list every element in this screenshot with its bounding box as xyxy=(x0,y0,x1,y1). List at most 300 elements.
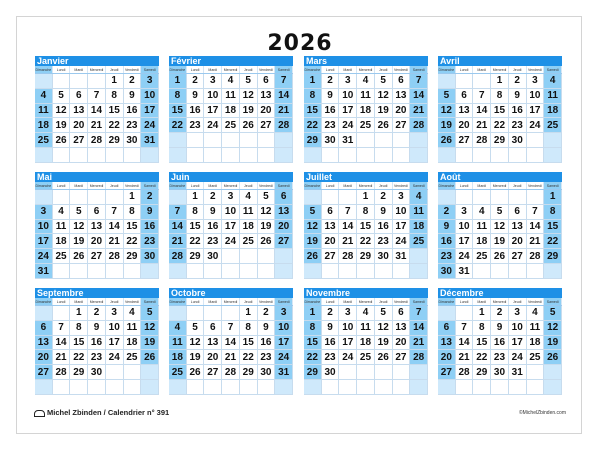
day-cell: 11 xyxy=(240,205,258,220)
day-cell: 20 xyxy=(322,234,340,249)
weekday-label: Mardi xyxy=(339,66,357,73)
empty-cell xyxy=(187,306,205,321)
day-cell: 8 xyxy=(70,321,88,336)
footer-website: ©MichelZbinden.com xyxy=(518,410,566,416)
weekday-label: Lundi xyxy=(187,298,205,305)
empty-cell xyxy=(240,133,258,148)
day-cell: 26 xyxy=(491,249,509,264)
weekday-label: Vendredi xyxy=(124,66,142,73)
weekday-label: Jeudi xyxy=(240,182,258,189)
day-cell: 14 xyxy=(169,220,187,235)
weekday-label: Lundi xyxy=(187,66,205,73)
day-cell: 12 xyxy=(141,321,159,336)
day-cell: 12 xyxy=(258,205,276,220)
empty-cell xyxy=(275,264,293,279)
day-cell: 16 xyxy=(141,220,159,235)
day-cell: 23 xyxy=(375,234,393,249)
day-cell: 15 xyxy=(473,336,491,351)
empty-cell xyxy=(124,148,142,163)
day-cell: 9 xyxy=(88,321,106,336)
weekday-label: Vendredi xyxy=(124,298,142,305)
weekday-label: Samedi xyxy=(410,66,428,73)
day-cell: 31 xyxy=(456,264,474,279)
day-cell: 28 xyxy=(456,365,474,380)
empty-cell xyxy=(222,148,240,163)
day-cell: 5 xyxy=(438,89,456,104)
empty-cell xyxy=(410,249,428,264)
weekday-label: Dimanche xyxy=(169,300,186,304)
day-cell: 2 xyxy=(141,190,159,205)
empty-cell xyxy=(70,74,88,89)
month-name: Juillet xyxy=(304,172,428,182)
day-cell: 7 xyxy=(53,321,71,336)
day-cell: 21 xyxy=(527,234,545,249)
day-grid xyxy=(35,74,159,163)
empty-cell xyxy=(456,148,474,163)
day-cell: 23 xyxy=(204,234,222,249)
empty-cell xyxy=(357,365,375,380)
empty-cell xyxy=(240,148,258,163)
month-2 xyxy=(169,56,293,163)
day-cell: 26 xyxy=(375,118,393,133)
empty-cell xyxy=(53,148,71,163)
empty-cell xyxy=(35,148,53,163)
empty-cell xyxy=(204,380,222,395)
empty-cell xyxy=(204,264,222,279)
day-cell: 5 xyxy=(258,190,276,205)
day-cell: 25 xyxy=(35,133,53,148)
weekday-label: Vendredi xyxy=(124,182,142,189)
month-name: Juin xyxy=(169,172,293,182)
day-cell: 29 xyxy=(304,365,322,380)
day-cell: 28 xyxy=(275,118,293,133)
weekday-label: Samedi xyxy=(544,182,562,189)
weekday-label: Mercredi xyxy=(222,298,240,305)
day-cell: 29 xyxy=(240,365,258,380)
day-cell: 21 xyxy=(106,234,124,249)
empty-cell xyxy=(53,190,71,205)
day-cell: 13 xyxy=(393,321,411,336)
day-cell: 19 xyxy=(304,234,322,249)
day-cell: 2 xyxy=(124,74,142,89)
empty-cell xyxy=(509,148,527,163)
empty-cell xyxy=(322,190,340,205)
day-cell: 31 xyxy=(393,249,411,264)
day-cell: 1 xyxy=(187,190,205,205)
empty-cell xyxy=(456,74,474,89)
weekday-label: Jeudi xyxy=(509,182,527,189)
day-grid xyxy=(438,74,562,163)
day-cell: 6 xyxy=(70,89,88,104)
day-cell: 27 xyxy=(258,118,276,133)
day-cell: 2 xyxy=(204,190,222,205)
weekday-label: Lundi xyxy=(53,182,71,189)
day-cell: 4 xyxy=(410,190,428,205)
empty-cell xyxy=(275,249,293,264)
day-cell: 7 xyxy=(527,205,545,220)
empty-cell xyxy=(187,264,205,279)
day-cell: 5 xyxy=(491,205,509,220)
day-cell: 12 xyxy=(375,89,393,104)
empty-cell xyxy=(544,148,562,163)
day-cell: 5 xyxy=(141,306,159,321)
day-cell: 8 xyxy=(357,205,375,220)
weekday-label: Samedi xyxy=(141,66,159,73)
day-cell: 3 xyxy=(456,205,474,220)
empty-cell xyxy=(240,249,258,264)
weekday-label: Lundi xyxy=(322,298,340,305)
weekday-label: Dimanche xyxy=(169,184,186,188)
month-8 xyxy=(438,172,562,279)
day-cell: 14 xyxy=(106,220,124,235)
day-cell: 18 xyxy=(35,118,53,133)
day-cell: 19 xyxy=(53,118,71,133)
day-cell: 9 xyxy=(204,205,222,220)
weekday-label: Vendredi xyxy=(258,298,276,305)
empty-cell xyxy=(124,365,142,380)
day-cell: 14 xyxy=(275,89,293,104)
day-cell: 28 xyxy=(106,249,124,264)
day-cell: 5 xyxy=(544,306,562,321)
weekday-label: Samedi xyxy=(275,66,293,73)
empty-cell xyxy=(393,380,411,395)
day-cell: 26 xyxy=(53,133,71,148)
empty-cell xyxy=(393,133,411,148)
weekday-label: Mercredi xyxy=(88,66,106,73)
day-cell: 6 xyxy=(393,306,411,321)
weekday-label: Mardi xyxy=(70,66,88,73)
day-cell: 19 xyxy=(240,104,258,119)
day-cell: 24 xyxy=(275,350,293,365)
day-cell: 24 xyxy=(527,118,545,133)
empty-cell xyxy=(204,306,222,321)
day-cell: 6 xyxy=(322,205,340,220)
weekday-label: Dimanche xyxy=(304,300,321,304)
day-grid xyxy=(169,74,293,163)
weekday-label: Mardi xyxy=(473,182,491,189)
weekday-header xyxy=(438,66,562,74)
empty-cell xyxy=(204,148,222,163)
day-cell: 2 xyxy=(258,306,276,321)
day-cell: 12 xyxy=(544,321,562,336)
day-cell: 20 xyxy=(275,220,293,235)
empty-cell xyxy=(35,380,53,395)
day-cell: 21 xyxy=(88,118,106,133)
day-cell: 4 xyxy=(357,74,375,89)
day-cell: 22 xyxy=(304,350,322,365)
day-cell: 13 xyxy=(88,220,106,235)
day-cell: 6 xyxy=(275,190,293,205)
empty-cell xyxy=(53,306,71,321)
empty-cell xyxy=(357,133,375,148)
month-6 xyxy=(169,172,293,279)
day-cell: 23 xyxy=(491,350,509,365)
weekday-label: Mardi xyxy=(204,298,222,305)
day-cell: 7 xyxy=(275,74,293,89)
empty-cell xyxy=(375,148,393,163)
day-cell: 23 xyxy=(187,118,205,133)
day-cell: 6 xyxy=(456,89,474,104)
day-cell: 15 xyxy=(187,220,205,235)
empty-cell xyxy=(491,190,509,205)
day-cell: 30 xyxy=(322,365,340,380)
empty-cell xyxy=(88,148,106,163)
day-cell: 22 xyxy=(169,118,187,133)
day-cell: 16 xyxy=(322,104,340,119)
day-cell: 15 xyxy=(357,220,375,235)
empty-cell xyxy=(240,264,258,279)
day-cell: 29 xyxy=(357,249,375,264)
weekday-label: Jeudi xyxy=(375,66,393,73)
day-cell: 30 xyxy=(141,249,159,264)
day-cell: 5 xyxy=(240,74,258,89)
day-cell: 17 xyxy=(527,104,545,119)
day-cell: 7 xyxy=(473,89,491,104)
day-cell: 21 xyxy=(339,234,357,249)
day-cell: 30 xyxy=(204,249,222,264)
day-cell: 3 xyxy=(106,306,124,321)
weekday-label: Dimanche xyxy=(438,68,455,72)
day-cell: 25 xyxy=(544,118,562,133)
day-cell: 10 xyxy=(393,205,411,220)
weekday-label: Vendredi xyxy=(393,182,411,189)
empty-cell xyxy=(544,380,562,395)
day-cell: 9 xyxy=(438,220,456,235)
empty-cell xyxy=(544,365,562,380)
empty-cell xyxy=(410,365,428,380)
day-cell: 11 xyxy=(357,89,375,104)
empty-cell xyxy=(339,190,357,205)
day-cell: 9 xyxy=(141,205,159,220)
day-cell: 14 xyxy=(222,336,240,351)
day-cell: 26 xyxy=(544,350,562,365)
day-cell: 24 xyxy=(141,118,159,133)
day-cell: 9 xyxy=(124,89,142,104)
empty-cell xyxy=(527,148,545,163)
empty-cell xyxy=(258,148,276,163)
day-grid xyxy=(304,74,428,163)
day-cell: 29 xyxy=(304,133,322,148)
weekday-header xyxy=(438,298,562,306)
day-cell: 2 xyxy=(375,190,393,205)
empty-cell xyxy=(169,306,187,321)
weekday-label: Lundi xyxy=(53,66,71,73)
day-cell: 31 xyxy=(509,365,527,380)
day-cell: 8 xyxy=(304,89,322,104)
day-cell: 4 xyxy=(53,205,71,220)
empty-cell xyxy=(124,264,142,279)
day-cell: 9 xyxy=(491,321,509,336)
day-cell: 24 xyxy=(456,249,474,264)
weekday-label: Dimanche xyxy=(35,184,52,188)
empty-cell xyxy=(393,264,411,279)
month-name: Août xyxy=(438,172,562,182)
day-cell: 25 xyxy=(410,234,428,249)
day-cell: 13 xyxy=(322,220,340,235)
day-cell: 8 xyxy=(124,205,142,220)
day-cell: 5 xyxy=(53,89,71,104)
weekday-label: Dimanche xyxy=(169,68,186,72)
day-cell: 11 xyxy=(544,89,562,104)
day-cell: 29 xyxy=(106,133,124,148)
day-cell: 7 xyxy=(456,321,474,336)
weekday-label: Lundi xyxy=(187,182,205,189)
day-cell: 20 xyxy=(204,350,222,365)
day-cell: 24 xyxy=(509,350,527,365)
day-cell: 7 xyxy=(410,306,428,321)
day-cell: 15 xyxy=(304,104,322,119)
day-cell: 12 xyxy=(70,220,88,235)
day-cell: 8 xyxy=(187,205,205,220)
weekday-label: Jeudi xyxy=(106,298,124,305)
day-cell: 22 xyxy=(240,350,258,365)
month-name: Octobre xyxy=(169,288,293,298)
day-cell: 28 xyxy=(527,249,545,264)
day-cell: 31 xyxy=(35,264,53,279)
day-cell: 16 xyxy=(124,104,142,119)
day-cell: 1 xyxy=(106,74,124,89)
weekday-label: Jeudi xyxy=(106,182,124,189)
day-cell: 11 xyxy=(473,220,491,235)
weekday-label: Mercredi xyxy=(88,298,106,305)
day-cell: 10 xyxy=(527,89,545,104)
day-cell: 25 xyxy=(527,350,545,365)
day-grid xyxy=(438,190,562,279)
weekday-label: Jeudi xyxy=(375,298,393,305)
empty-cell xyxy=(438,190,456,205)
empty-cell xyxy=(473,74,491,89)
day-cell: 12 xyxy=(187,336,205,351)
empty-cell xyxy=(304,264,322,279)
day-cell: 28 xyxy=(169,249,187,264)
day-cell: 12 xyxy=(491,220,509,235)
day-cell: 18 xyxy=(169,350,187,365)
day-cell: 15 xyxy=(544,220,562,235)
day-cell: 8 xyxy=(544,205,562,220)
day-cell: 30 xyxy=(509,133,527,148)
empty-cell xyxy=(393,148,411,163)
day-cell: 1 xyxy=(240,306,258,321)
empty-cell xyxy=(187,133,205,148)
day-cell: 6 xyxy=(393,74,411,89)
day-cell: 30 xyxy=(258,365,276,380)
empty-cell xyxy=(222,306,240,321)
weekday-header xyxy=(35,298,159,306)
day-grid xyxy=(438,306,562,395)
day-cell: 18 xyxy=(124,336,142,351)
day-cell: 16 xyxy=(375,220,393,235)
day-cell: 28 xyxy=(339,249,357,264)
weekday-label: Vendredi xyxy=(393,66,411,73)
weekday-header xyxy=(35,66,159,74)
empty-cell xyxy=(222,380,240,395)
weekday-label: Mardi xyxy=(473,66,491,73)
day-cell: 16 xyxy=(438,234,456,249)
weekday-label: Mercredi xyxy=(222,182,240,189)
day-cell: 19 xyxy=(141,336,159,351)
day-cell: 11 xyxy=(35,104,53,119)
day-cell: 3 xyxy=(141,74,159,89)
empty-cell xyxy=(240,380,258,395)
day-cell: 28 xyxy=(410,118,428,133)
empty-cell xyxy=(456,380,474,395)
empty-cell xyxy=(544,264,562,279)
weekday-label: Samedi xyxy=(410,298,428,305)
empty-cell xyxy=(222,249,240,264)
month-10 xyxy=(169,288,293,395)
day-cell: 26 xyxy=(187,365,205,380)
day-cell: 10 xyxy=(509,321,527,336)
day-cell: 16 xyxy=(88,336,106,351)
day-cell: 17 xyxy=(456,234,474,249)
day-cell: 29 xyxy=(473,365,491,380)
weekday-label: Jeudi xyxy=(509,66,527,73)
weekday-label: Jeudi xyxy=(375,182,393,189)
day-cell: 17 xyxy=(339,104,357,119)
weekday-header xyxy=(169,298,293,306)
empty-cell xyxy=(106,190,124,205)
day-cell: 21 xyxy=(53,350,71,365)
empty-cell xyxy=(275,148,293,163)
day-cell: 10 xyxy=(339,321,357,336)
empty-cell xyxy=(375,380,393,395)
day-cell: 12 xyxy=(240,89,258,104)
day-cell: 18 xyxy=(240,220,258,235)
day-cell: 21 xyxy=(410,104,428,119)
day-cell: 4 xyxy=(473,205,491,220)
empty-cell xyxy=(456,190,474,205)
weekday-label: Dimanche xyxy=(438,300,455,304)
empty-cell xyxy=(357,148,375,163)
day-cell: 30 xyxy=(88,365,106,380)
empty-cell xyxy=(169,133,187,148)
day-cell: 20 xyxy=(258,104,276,119)
day-cell: 3 xyxy=(35,205,53,220)
weekday-label: Mercredi xyxy=(357,182,375,189)
weekday-label: Samedi xyxy=(544,298,562,305)
day-cell: 19 xyxy=(438,118,456,133)
month-11 xyxy=(304,288,428,395)
day-cell: 6 xyxy=(258,74,276,89)
day-cell: 21 xyxy=(275,104,293,119)
day-cell: 17 xyxy=(35,234,53,249)
empty-cell xyxy=(527,133,545,148)
weekday-label: Mardi xyxy=(339,298,357,305)
weekday-header xyxy=(169,66,293,74)
empty-cell xyxy=(410,380,428,395)
empty-cell xyxy=(473,190,491,205)
day-cell: 1 xyxy=(304,74,322,89)
day-cell: 13 xyxy=(258,89,276,104)
day-cell: 27 xyxy=(70,133,88,148)
day-cell: 4 xyxy=(357,306,375,321)
day-cell: 5 xyxy=(375,74,393,89)
weekday-label: Vendredi xyxy=(527,66,545,73)
empty-cell xyxy=(357,264,375,279)
day-cell: 7 xyxy=(339,205,357,220)
day-grid xyxy=(169,190,293,279)
day-cell: 1 xyxy=(544,190,562,205)
day-cell: 25 xyxy=(53,249,71,264)
day-cell: 27 xyxy=(204,365,222,380)
weekday-label: Jeudi xyxy=(106,66,124,73)
day-cell: 15 xyxy=(106,104,124,119)
empty-cell xyxy=(141,365,159,380)
weekday-label: Samedi xyxy=(141,182,159,189)
day-cell: 13 xyxy=(204,336,222,351)
month-1 xyxy=(35,56,159,163)
month-name: Janvier xyxy=(35,56,159,66)
